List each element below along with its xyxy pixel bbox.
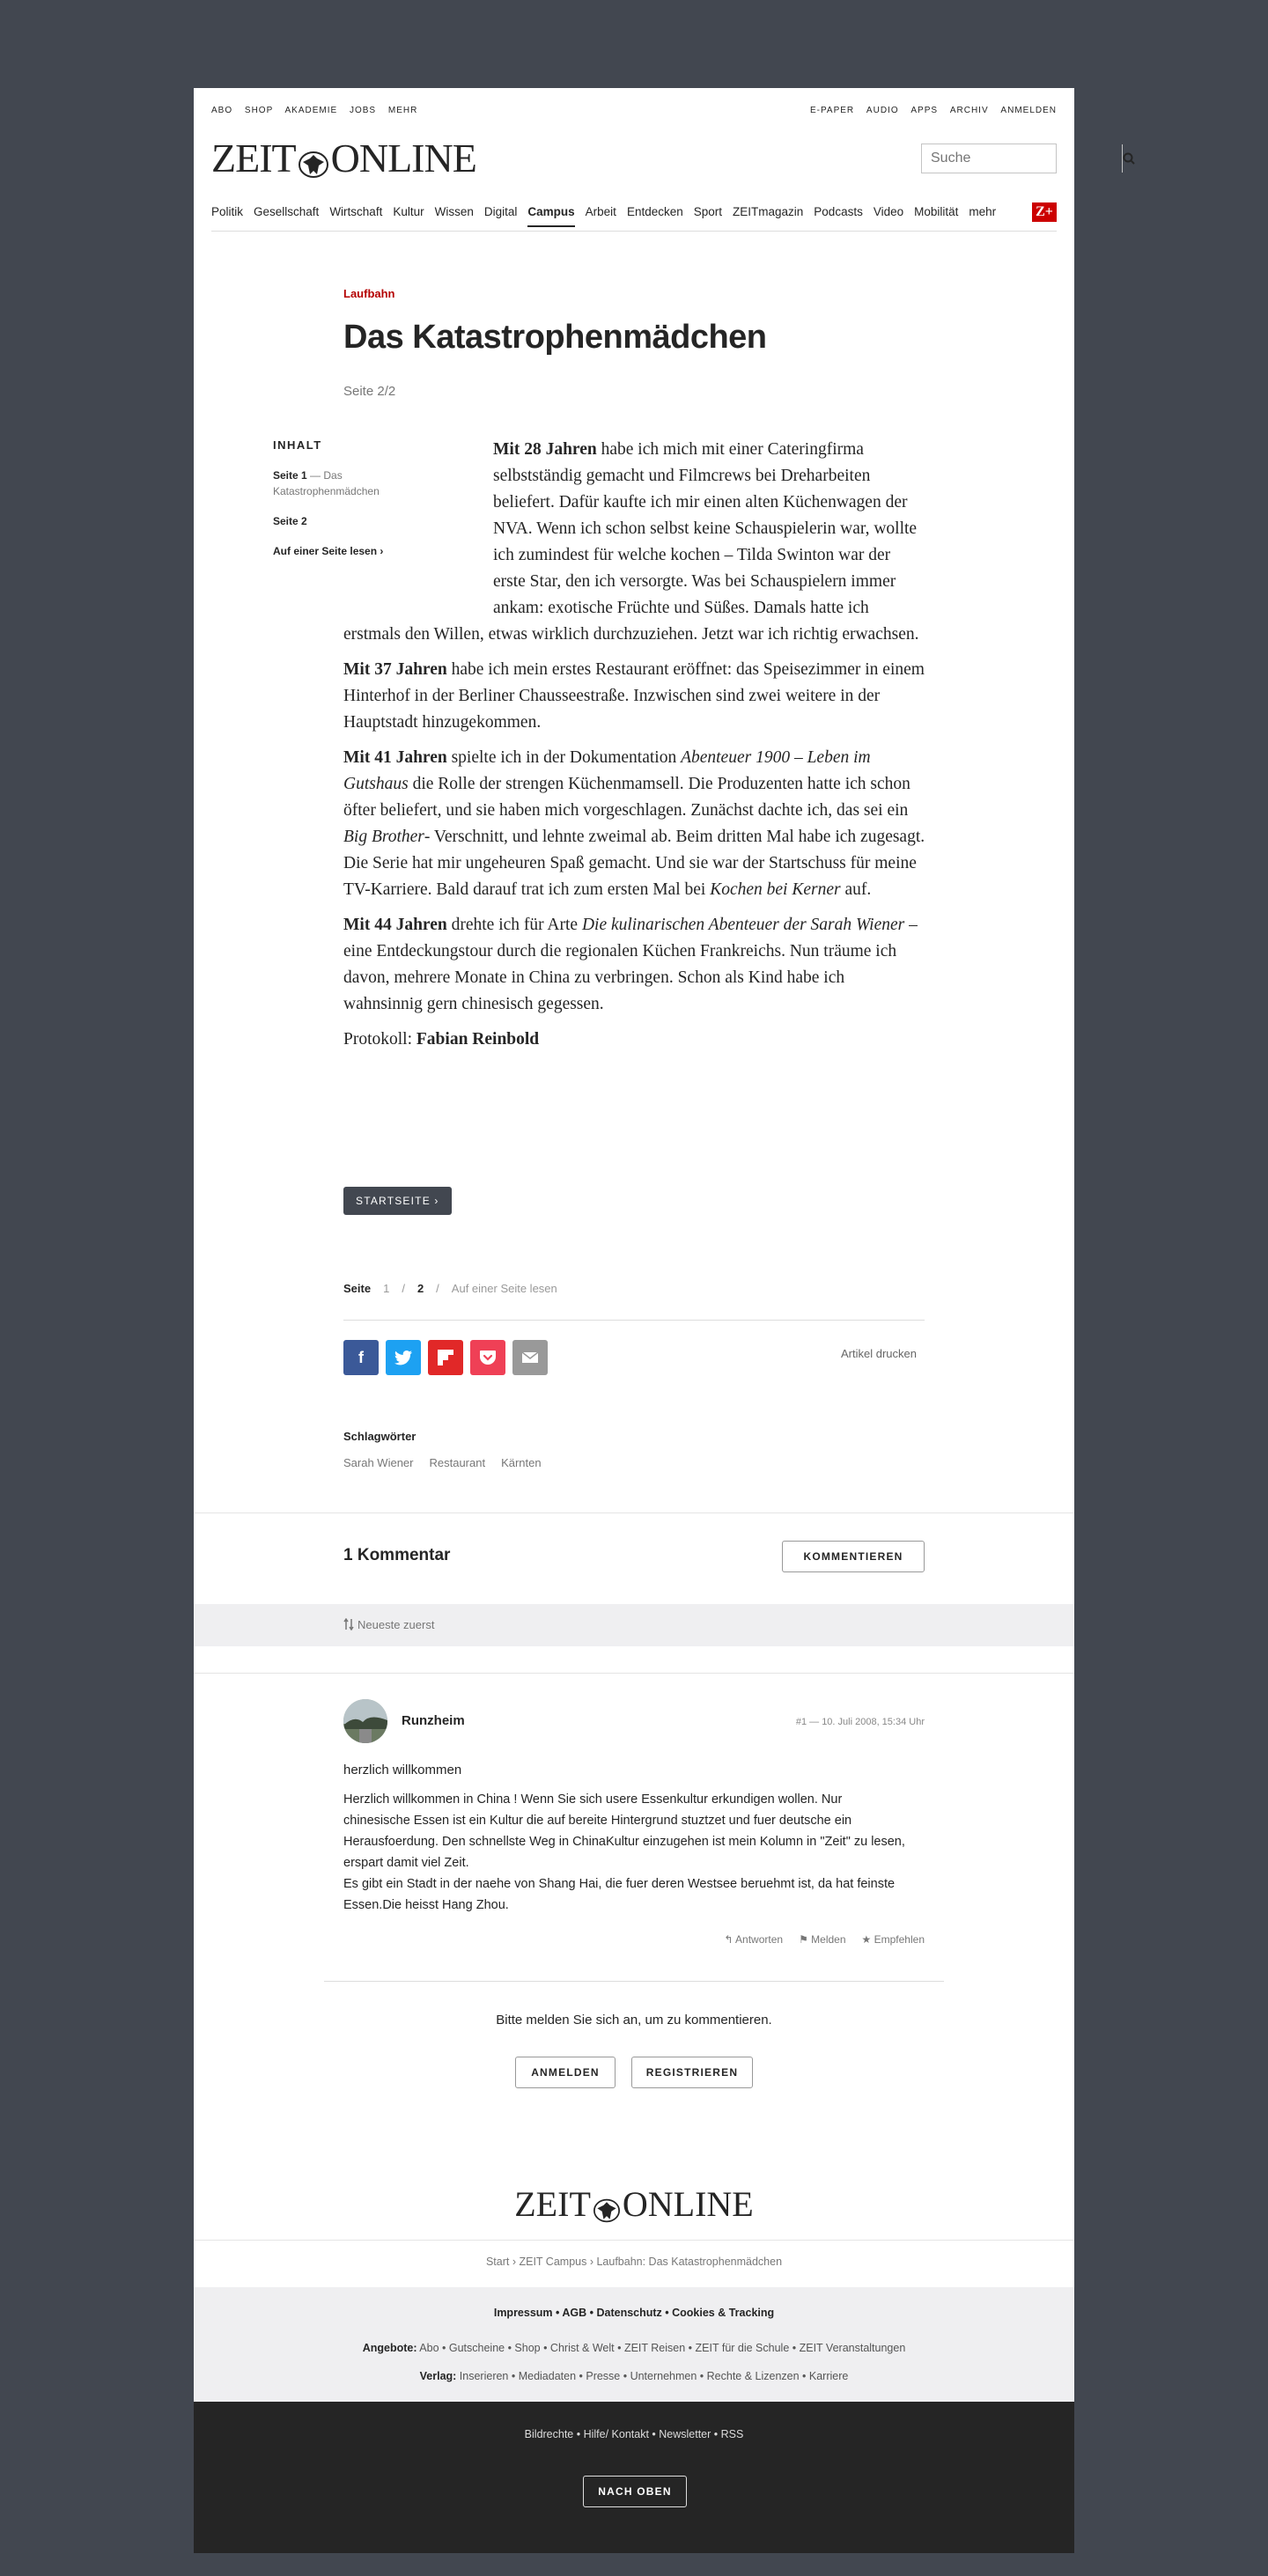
paragraph-text: spielte ich in der Dokumentation bbox=[446, 748, 682, 767]
search-box bbox=[921, 144, 1057, 173]
flipboard-share-button[interactable] bbox=[428, 1340, 463, 1375]
comment-actions bbox=[724, 1933, 925, 1946]
reply-label: Antworten bbox=[735, 1933, 784, 1946]
paragraph-text: auf. bbox=[840, 880, 872, 899]
meta-nav-akademie[interactable]: AKADEMIE bbox=[284, 106, 338, 115]
pager-page-2: 2 bbox=[417, 1282, 424, 1295]
meta-nav-mehr[interactable]: MEHR bbox=[387, 106, 418, 115]
nav-podcasts[interactable]: Podcasts bbox=[814, 205, 863, 218]
angebote-links[interactable]: Abo • Gutscheine • Shop • Christ & Welt • ZEIT Reisen • ZEIT für die Schule • ZEIT Veranstaltungen bbox=[417, 2342, 906, 2354]
tags-title: Schlagwörter bbox=[343, 1430, 417, 1443]
main-nav bbox=[211, 205, 1057, 232]
login-prompt: Bitte melden Sie sich an, um zu kommentieren. bbox=[496, 2013, 772, 2028]
share-bar bbox=[343, 1340, 548, 1375]
paragraph-italic: Kochen bei Kerner bbox=[710, 880, 841, 899]
nav-gesellschaft[interactable]: Gesellschaft bbox=[254, 205, 320, 218]
login-button[interactable]: ANMELDEN bbox=[515, 2057, 616, 2088]
paragraph-text: habe ich mein erstes Restaurant eröffnet: das Speisezimmer in einem Hinterhof in der Berliner Chausseestraße. Inzwischen sind zwei weitere in der Hauptstadt hinzugekommen. bbox=[343, 660, 925, 732]
sort-newest-first[interactable] bbox=[343, 1618, 434, 1631]
twitter-icon bbox=[394, 1351, 412, 1365]
meta-nav-epaper[interactable]: E-PAPER bbox=[809, 106, 855, 115]
paragraph-lead: Mit 28 Jahren bbox=[493, 440, 597, 459]
divider bbox=[194, 1512, 1074, 1513]
footer-service-links[interactable]: Bildrechte • Hilfe/ Kontakt • Newsletter • RSS bbox=[524, 2428, 744, 2440]
pager-label: Seite bbox=[343, 1282, 372, 1295]
article-pager bbox=[343, 1282, 925, 1321]
reply-icon: ↰ bbox=[724, 1933, 736, 1946]
avatar[interactable] bbox=[343, 1699, 387, 1743]
paragraph-lead: Mit 41 Jahren bbox=[343, 748, 447, 767]
paragraph bbox=[343, 912, 926, 1018]
report-action[interactable] bbox=[799, 1933, 845, 1946]
paragraph-italic: Abenteuer 1900 – Leben im Gutshaus bbox=[343, 748, 871, 793]
startseite-button[interactable]: STARTSEITE › bbox=[343, 1187, 452, 1215]
paragraph-text: habe ich mich mit einer Cateringfirma selbstständig gemacht und Filmcrews bei Dreharbeiten beliefert. Dafür kaufte ich mir einen alten Küchenwagen der NVA. Wenn ich schon selbst keine Schauspielerin war, wollte ich zumindest für welche kochen – Tilda Swinton war der erste Star, den ich versorgte. Was bei Schauspielern immer ankam: exotische Früchte und Süßes. Damals hatte ich erstmals den Willen, etwas wirklich durchzuziehen. Jetzt war ich richtig erwachsen. bbox=[343, 440, 919, 644]
paragraph-lead: Mit 44 Jahren bbox=[343, 916, 447, 934]
back-to-top-button[interactable]: NACH OBEN bbox=[583, 2476, 687, 2507]
search-icon bbox=[1123, 152, 1135, 165]
mail-share-button[interactable] bbox=[512, 1340, 548, 1375]
logo-text-right: ONLINE bbox=[622, 2184, 754, 2224]
logo-text-left: ZEIT bbox=[514, 2184, 591, 2224]
footer-dark bbox=[194, 2402, 1074, 2553]
paragraph-text: drehte ich für Arte bbox=[446, 916, 582, 934]
facebook-icon: f bbox=[358, 1348, 364, 1366]
article-kicker[interactable]: Laufbahn bbox=[343, 287, 395, 300]
article-headline: Das Katastrophenmädchen bbox=[343, 319, 767, 356]
nav-wirtschaft[interactable]: Wirtschaft bbox=[329, 205, 383, 218]
comment-text: Herzlich willkommen in China ! Wenn Sie sich usere Essenkultur erkundigen wollen. Nur chinesische Essen ist ein Kultur die auf bereite Hintergrund stuztzet und fuer deutsche ein Herausfoerdung. Den schnellste Weg in ChinaKultur einzugehen ist mein Kolumn in "Zeit" zu lesen, erspart damit viel Zeit. Es gibt ein Stadt in der naehe von Shang Hai, die fuer deren Westsee beruehmt ist, da hat feinste Essen.Die heisst Hang Zhou. bbox=[343, 1792, 905, 1912]
report-label: Melden bbox=[811, 1933, 846, 1946]
pager-separator: / bbox=[402, 1282, 405, 1295]
nav-mobilitaet[interactable]: Mobilität bbox=[914, 205, 959, 218]
meta-nav-archiv[interactable]: ARCHIV bbox=[949, 106, 989, 115]
comment-count: 1 Kommentar bbox=[343, 1546, 451, 1564]
reply-action[interactable] bbox=[724, 1933, 783, 1946]
divider bbox=[194, 1673, 1074, 1674]
paragraph-text: die Rolle der strengen Küchenmamsell. Die Produzenten hatte ich schon öfter beliefert, und sie haben mich vorgeschlagen. Zunächst dachte ich, das sei ein bbox=[343, 775, 910, 820]
paragraph-text: – eine Entdeckungstour durch die regionalen Küchen Frankreichs. Nun träume ich davon, mehrere Monate in China zu verbringen. Schon als Kind habe ich wahnsinnig gern chinesisch gegessen. bbox=[343, 916, 918, 1013]
logo-text-left: ZEIT bbox=[211, 135, 296, 180]
protocol-label: Protokoll: bbox=[343, 1030, 417, 1049]
tag-link[interactable]: Sarah Wiener bbox=[343, 1456, 414, 1469]
logo-text-right: ONLINE bbox=[330, 135, 476, 180]
zeit-online-logo[interactable] bbox=[211, 137, 476, 178]
toc-title: INHALT bbox=[273, 438, 322, 452]
recommend-action[interactable] bbox=[862, 1933, 925, 1946]
recommend-label: Empfehlen bbox=[874, 1933, 925, 1946]
facebook-share-button[interactable] bbox=[343, 1340, 379, 1375]
comment-title: herzlich willkommen bbox=[343, 1763, 462, 1777]
twitter-share-button[interactable] bbox=[386, 1340, 421, 1375]
kommentieren-button[interactable]: KOMMENTIEREN bbox=[782, 1541, 925, 1572]
nav-wissen[interactable]: Wissen bbox=[434, 205, 474, 218]
comment-username[interactable]: Runzheim bbox=[402, 1713, 465, 1728]
verlag-label: Verlag: bbox=[419, 2370, 457, 2382]
meta-nav-jobs[interactable]: JOBS bbox=[349, 106, 377, 115]
nav-sport[interactable]: Sport bbox=[693, 205, 723, 218]
star-icon: ★ bbox=[861, 1933, 874, 1946]
paragraph bbox=[343, 657, 926, 736]
divider bbox=[324, 1981, 944, 1982]
meta-nav-anmelden[interactable]: ANMELDEN bbox=[1000, 106, 1057, 115]
eagle-icon bbox=[298, 143, 329, 173]
footer-verlag[interactable] bbox=[194, 2370, 1074, 2382]
paragraph-lead: Mit 37 Jahren bbox=[343, 660, 447, 679]
flipboard-icon bbox=[438, 1350, 453, 1365]
tag-link[interactable]: Kärnten bbox=[501, 1456, 542, 1469]
comment-date[interactable]: #1 — 10. Juli 2008, 15:34 Uhr bbox=[795, 1717, 925, 1727]
flag-icon: ⚑ bbox=[799, 1933, 812, 1946]
nav-video[interactable]: Video bbox=[873, 205, 904, 218]
nav-kultur[interactable]: Kultur bbox=[393, 205, 424, 218]
meta-nav bbox=[211, 106, 1057, 118]
toc-entry-label: Auf einer Seite lesen › bbox=[273, 545, 384, 557]
comment-sort-bar bbox=[194, 1604, 1074, 1646]
pager-separator: / bbox=[436, 1282, 439, 1295]
nav-politik[interactable]: Politik bbox=[211, 205, 244, 218]
nav-zeitmagazin[interactable]: ZEITmagazin bbox=[733, 205, 804, 218]
meta-nav-apps[interactable]: APPS bbox=[910, 106, 939, 115]
footer-logo[interactable] bbox=[194, 2183, 1074, 2225]
footer-links bbox=[194, 2287, 1074, 2402]
page-indicator: Seite 2/2 bbox=[343, 384, 396, 399]
protocol-author[interactable]: Fabian Reinbold bbox=[416, 1030, 540, 1049]
mail-icon bbox=[521, 1351, 539, 1364]
article-body bbox=[343, 437, 926, 1062]
print-article-link[interactable]: Artikel drucken bbox=[841, 1347, 917, 1360]
divider bbox=[194, 2240, 1074, 2241]
sort-label: Neueste zuerst bbox=[358, 1618, 435, 1631]
paragraph bbox=[343, 745, 926, 903]
meta-nav-shop[interactable]: SHOP bbox=[244, 106, 274, 115]
verlag-links[interactable]: Inserieren • Mediadaten • Presse • Unternehmen • Rechte & Lizenzen • Karriere bbox=[456, 2370, 849, 2382]
toc-entry-label: Seite 2 bbox=[273, 515, 307, 527]
nav-digital[interactable]: Digital bbox=[483, 205, 518, 218]
breadcrumb[interactable]: Start › ZEIT Campus › Laufbahn: Das Katastrophenmädchen bbox=[485, 2256, 783, 2268]
footer-angebote[interactable] bbox=[194, 2342, 1074, 2354]
pager-page-1[interactable]: 1 bbox=[383, 1282, 390, 1295]
nav-arbeit[interactable]: Arbeit bbox=[585, 205, 616, 218]
nav-mehr[interactable]: mehr bbox=[969, 205, 997, 218]
meta-nav-abo[interactable]: ABO bbox=[211, 106, 233, 115]
nav-entdecken[interactable]: Entdecken bbox=[626, 205, 683, 218]
paragraph-italic: Die kulinarischen Abenteuer der Sarah Wiener bbox=[581, 916, 905, 934]
meta-nav-audio[interactable]: AUDIO bbox=[866, 106, 899, 115]
search-input[interactable] bbox=[922, 144, 1122, 173]
paragraph-italic: Big Brother bbox=[343, 828, 424, 846]
pocket-icon bbox=[479, 1350, 497, 1365]
sort-icon bbox=[343, 1618, 354, 1630]
tag-link[interactable]: Restaurant bbox=[429, 1456, 486, 1469]
search-button[interactable] bbox=[1122, 144, 1135, 173]
eagle-icon bbox=[593, 2191, 621, 2218]
pager-single-page[interactable]: Auf einer Seite lesen bbox=[451, 1282, 557, 1295]
pocket-share-button[interactable] bbox=[470, 1340, 505, 1375]
register-button[interactable]: REGISTRIEREN bbox=[631, 2057, 753, 2088]
tags-list bbox=[343, 1456, 542, 1469]
zplus-badge[interactable]: Z+ bbox=[1032, 202, 1057, 222]
angebote-label: Angebote: bbox=[362, 2342, 417, 2354]
footer-legal-links[interactable]: Impressum • AGB • Datenschutz • Cookies & Tracking bbox=[493, 2307, 775, 2319]
paragraph-text: - Verschnitt, und lehnte zweimal ab. Beim dritten Mal habe ich zugesagt. Die Serie hat mir ungeheuren Spaß gemacht. Und sie war der Startschuss für meine TV-Karriere. Bald darauf trat ich zum ersten Mal bei bbox=[343, 828, 925, 899]
nav-campus[interactable]: Campus bbox=[527, 205, 574, 227]
page bbox=[194, 88, 1074, 2553]
toc-entry-sub: — Das Katastrophenmädchen bbox=[273, 469, 380, 497]
protocol-line bbox=[343, 1027, 926, 1053]
toc-entry-label: Seite 1 bbox=[273, 469, 307, 482]
